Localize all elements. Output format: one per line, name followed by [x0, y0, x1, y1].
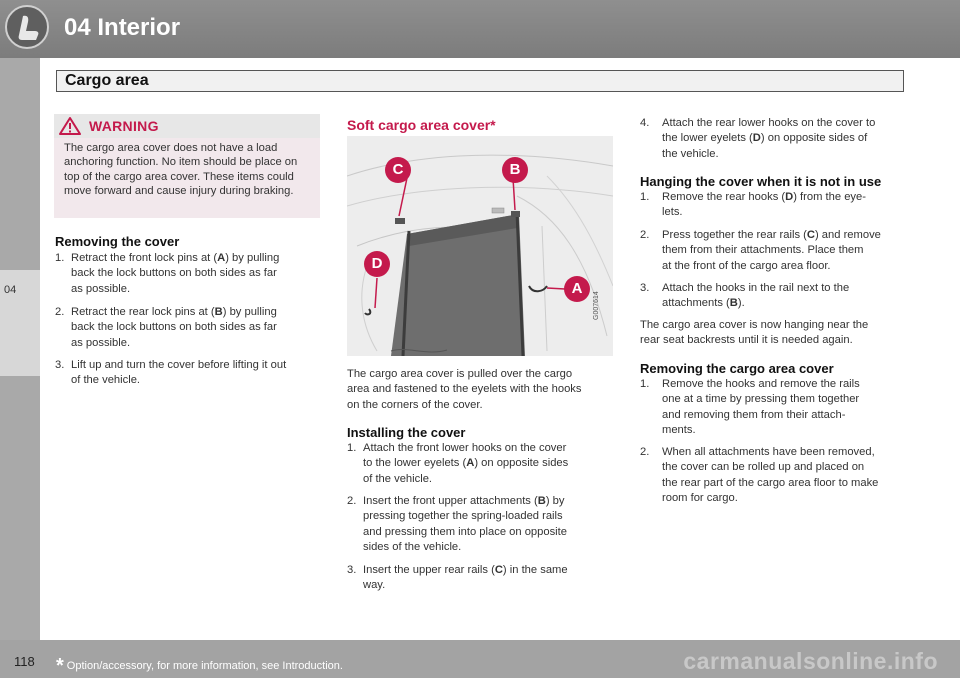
warning-box	[54, 138, 320, 218]
list-item: 2. Insert the front upper attachments (B) by pressing together the spring-loaded rails and pressing them into place on opposite sides of the vehicle.	[347, 495, 567, 553]
list-item: 2. Press together the rear rails (C) and remove them from their attachments. Place them at the front of the cargo area floor.	[640, 229, 881, 272]
hanging-note-paragraph: The cargo area cover is now hanging near the rear seat backrests until it is needed again.	[640, 319, 869, 347]
list-item: 1. Remove the rear hooks (D) from the eye- lets.	[640, 191, 866, 219]
chapter-side-label: 04	[4, 284, 17, 296]
section-heading-soft-cover: Soft cargo area cover*	[347, 117, 496, 133]
footer-note: * Option/accessory, for more information, see Introduction.	[56, 655, 343, 677]
list-item: 3. Insert the upper rear rails (C) in the same way.	[347, 564, 568, 592]
seat-icon	[5, 5, 49, 49]
side-strip-lower	[0, 376, 40, 640]
heading-removing-cover: Removing the cover	[55, 234, 180, 249]
list-item: 1. Attach the front lower hooks on the cover to the lower eyelets (A) on opposite sides of the vehicle.	[347, 442, 569, 485]
list-item: 2. When all attachments have been removed, the cover can be rolled up and placed on the rear part of the cargo area floor to make room for cargo.	[640, 446, 879, 504]
section-bar	[56, 70, 904, 92]
figure-code: G007614	[593, 291, 600, 320]
callout-d: D	[364, 251, 390, 277]
warning-triangle-icon	[58, 116, 82, 136]
heading-installing-cover: Installing the cover	[347, 425, 466, 440]
side-strip	[0, 58, 40, 302]
cargo-cover-illustration	[347, 136, 613, 356]
callout-c: C	[385, 157, 411, 183]
cover-intro-paragraph: The cargo area cover is pulled over the cargo area and fastened to the eyelets with the hooks on the corners of the cover.	[347, 368, 582, 411]
list-item: 3. Attach the hooks in the rail next to the attachments (B).	[640, 282, 850, 310]
callout-b: B	[502, 157, 528, 183]
list-item: 3. Lift up and turn the cover before lifting it out of the vehicle.	[55, 359, 287, 387]
section-title: Cargo area	[65, 72, 149, 89]
page-number: 118	[14, 654, 35, 669]
warning-label: WARNING	[89, 118, 159, 134]
chapter-header	[0, 0, 960, 58]
warning-header	[54, 114, 320, 138]
list-item: 1. Remove the hooks and remove the rails one at a time by pressing them together and removing them from their attach- ments.	[640, 378, 860, 436]
list-item: 1. Retract the front lock pins at (A) by pulling back the lock buttons on both sides as far as possible.	[55, 252, 280, 295]
callout-a: A	[564, 276, 590, 302]
watermark: carmanualsonline.info	[683, 648, 938, 674]
heading-hanging-cover: Hanging the cover when it is not in use	[640, 174, 882, 189]
list-item: 2. Retract the rear lock pins at (B) by pulling back the lock buttons on both sides as far as possible.	[55, 306, 277, 349]
chapter-title: 04 Interior	[64, 14, 181, 41]
list-item: 4. Attach the rear lower hooks on the cover to the lower eyelets (D) on opposite sides of the vehicle.	[640, 117, 876, 160]
warning-text: The cargo area cover does not have a load anchoring function. No item should be place on top of the cargo area cover. These items could move forward and cause injury during braking.	[64, 142, 298, 197]
heading-removing-cargo-cover: Removing the cargo area cover	[640, 361, 834, 376]
